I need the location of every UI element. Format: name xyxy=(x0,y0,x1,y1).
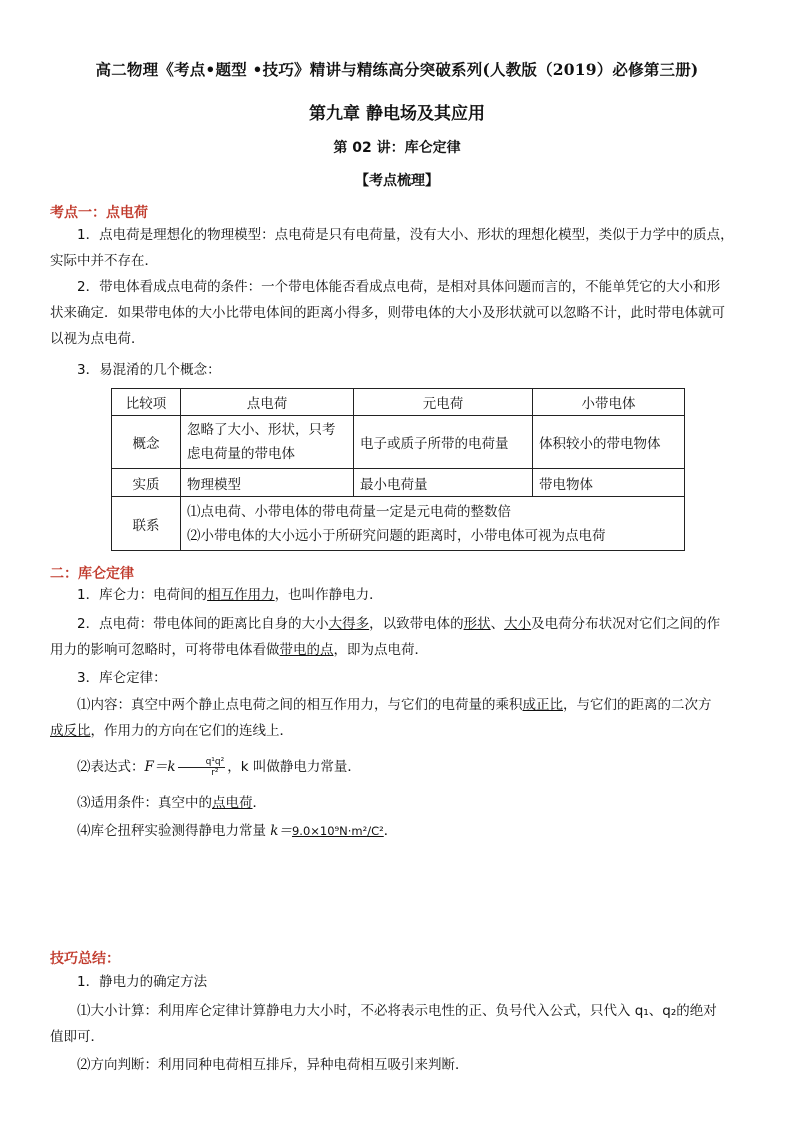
table-relation-cell xyxy=(181,497,685,551)
text: ⑴内容：真空中两个静止点电荷之间的相互作用力，与它们的电荷量的乘积 xyxy=(77,697,523,713)
table-cell: 实质 xyxy=(112,469,181,497)
underlined-term: 成正比 xyxy=(522,697,563,713)
point2-line-3: 3．库仑定律： xyxy=(77,670,167,686)
tips-line-2: ⑴大小计算：利用库仑定律计算静电力大小时，不必将表示电性的正、负号代入公式，只代入 q₁、q₂的绝对 xyxy=(77,1003,717,1019)
text: ，以致带电体的 xyxy=(369,616,464,632)
comparison-table xyxy=(111,388,685,551)
section-tag: 【考点梳理】 xyxy=(355,173,439,189)
point1-item2: 2．带电体看成点电荷的条件：一个带电体能否看成点电荷，是相对具体问题而言的，不能单凭它的大小和形 xyxy=(77,279,721,295)
formula-lhs: F＝k xyxy=(144,759,176,775)
text: ，k 叫做静电力常量． xyxy=(227,759,361,775)
text: ，也叫作静电力． xyxy=(274,587,383,603)
table-cell: 电子或质子所带的电荷量 xyxy=(354,416,533,469)
table-row xyxy=(112,469,685,497)
point2-constant xyxy=(50,818,750,844)
text: ，作用力的方向在它们的连线上． xyxy=(90,723,293,739)
text: 2．点电荷：带电体间的距离比自身的大小 xyxy=(77,616,329,632)
series-title: 高二物理《考点•题型 •技巧》精讲与精练高分突破系列(人教版（2019）必修第三册) xyxy=(95,60,699,79)
table-row xyxy=(112,416,685,469)
underlined-term: 成反比 xyxy=(50,723,91,739)
underlined-term: 9.0×10⁹N·m²/C² xyxy=(291,824,384,838)
point2-line-2 xyxy=(50,611,750,637)
table-header-cell: 比较项 xyxy=(112,389,181,416)
table-cell: 体积较小的带电物体 xyxy=(533,416,685,469)
tips-line-2-cont: 值即可． xyxy=(50,1029,104,1045)
point1-item1 xyxy=(50,222,750,248)
relation-line-1: ⑴点电荷、小带电体的带电荷量一定是元电荷的整数倍 xyxy=(187,503,511,520)
point1-item3: 3．易混淆的几个概念： xyxy=(77,362,221,378)
point1-item1-line-a: 1．点电荷是理想化的物理模型：点电荷是只有电荷量，没有大小、形状的理想化模型，类似于力学中的质点， xyxy=(77,227,734,243)
lecture-title: 第 02 讲：库仑定律 xyxy=(333,140,461,156)
text: ． xyxy=(252,795,266,811)
table-row xyxy=(112,497,685,551)
underlined-term: 带电的点 xyxy=(279,642,334,658)
table-cell: 最小电荷量 xyxy=(354,469,533,497)
table-cell: 忽略了大小、形状，只考虑电荷量的带电体 xyxy=(181,416,354,469)
text: ⑵表达式： xyxy=(77,759,145,775)
point1-item1-cont: 实际中并不存在． xyxy=(50,253,158,269)
tips-line-3: ⑵方向判断：利用同种电荷相互排斥，异种电荷相互吸引来判断． xyxy=(77,1057,469,1073)
text: 及电荷分布状况对它们之间的作 xyxy=(531,616,721,632)
text: ⑶适用条件：真空中的 xyxy=(77,795,212,811)
point2-content xyxy=(50,692,750,718)
formula-numerator: q¹q² xyxy=(178,757,226,768)
text: ． xyxy=(383,823,398,839)
underlined-term: 大小 xyxy=(504,616,532,632)
formula-denominator: r² xyxy=(211,767,219,778)
text: 、 xyxy=(490,616,505,632)
table-header-row xyxy=(112,389,685,416)
tips-heading: 技巧总结： xyxy=(50,951,120,967)
point2-condition xyxy=(50,790,750,816)
point2-line-2-cont xyxy=(50,637,750,663)
constant-symbol: k＝ xyxy=(270,823,292,839)
point1-item2-cont-1: 状来确定．如果带电体的大小比带电体间的距离小得多，则带电体的大小及形状就可以忽略不计，此时带电体就可 xyxy=(50,305,725,321)
relation-line-2: ⑵小带电体的大小远小于所研究问题的距离时，小带电体可视为点电荷 xyxy=(187,527,606,544)
underlined-term: 相互作用力 xyxy=(207,587,275,603)
underlined-term: 大得多 xyxy=(328,616,370,632)
point1-heading: 考点一：点电荷 xyxy=(50,205,148,221)
point2-heading: 二：库仑定律 xyxy=(50,566,134,582)
table-header-cell: 元电荷 xyxy=(354,389,533,416)
text: 用力的影响可忽略时，可将带电体看做 xyxy=(50,642,280,658)
table-cell: 概念 xyxy=(112,416,181,469)
coulomb-formula-fraction xyxy=(178,757,226,778)
table-cell: 联系 xyxy=(112,497,181,551)
point2-content-cont xyxy=(50,718,750,744)
table-cell: 物理模型 xyxy=(181,469,354,497)
text: ⑷库仑扭秤实验测得静电力常量 xyxy=(77,823,271,839)
text: ，与它们的距离的二次方 xyxy=(563,697,712,713)
chapter-title: 第九章 静电场及其应用 xyxy=(309,104,485,124)
point1-item2-cont-2: 以视为点电荷． xyxy=(50,331,145,347)
text: 1．库仑力：电荷间的 xyxy=(77,587,208,603)
table-header-cell: 点电荷 xyxy=(181,389,354,416)
underlined-term: 形状 xyxy=(463,616,491,632)
tips-line-1: 1．静电力的确定方法 xyxy=(77,974,208,990)
text: ，即为点电荷． xyxy=(333,642,428,658)
point2-line-1 xyxy=(50,582,750,608)
underlined-term: 点电荷 xyxy=(212,795,253,811)
table-header-cell: 小带电体 xyxy=(533,389,685,416)
point2-formula-line xyxy=(50,752,750,782)
table-cell: 带电物体 xyxy=(533,469,685,497)
